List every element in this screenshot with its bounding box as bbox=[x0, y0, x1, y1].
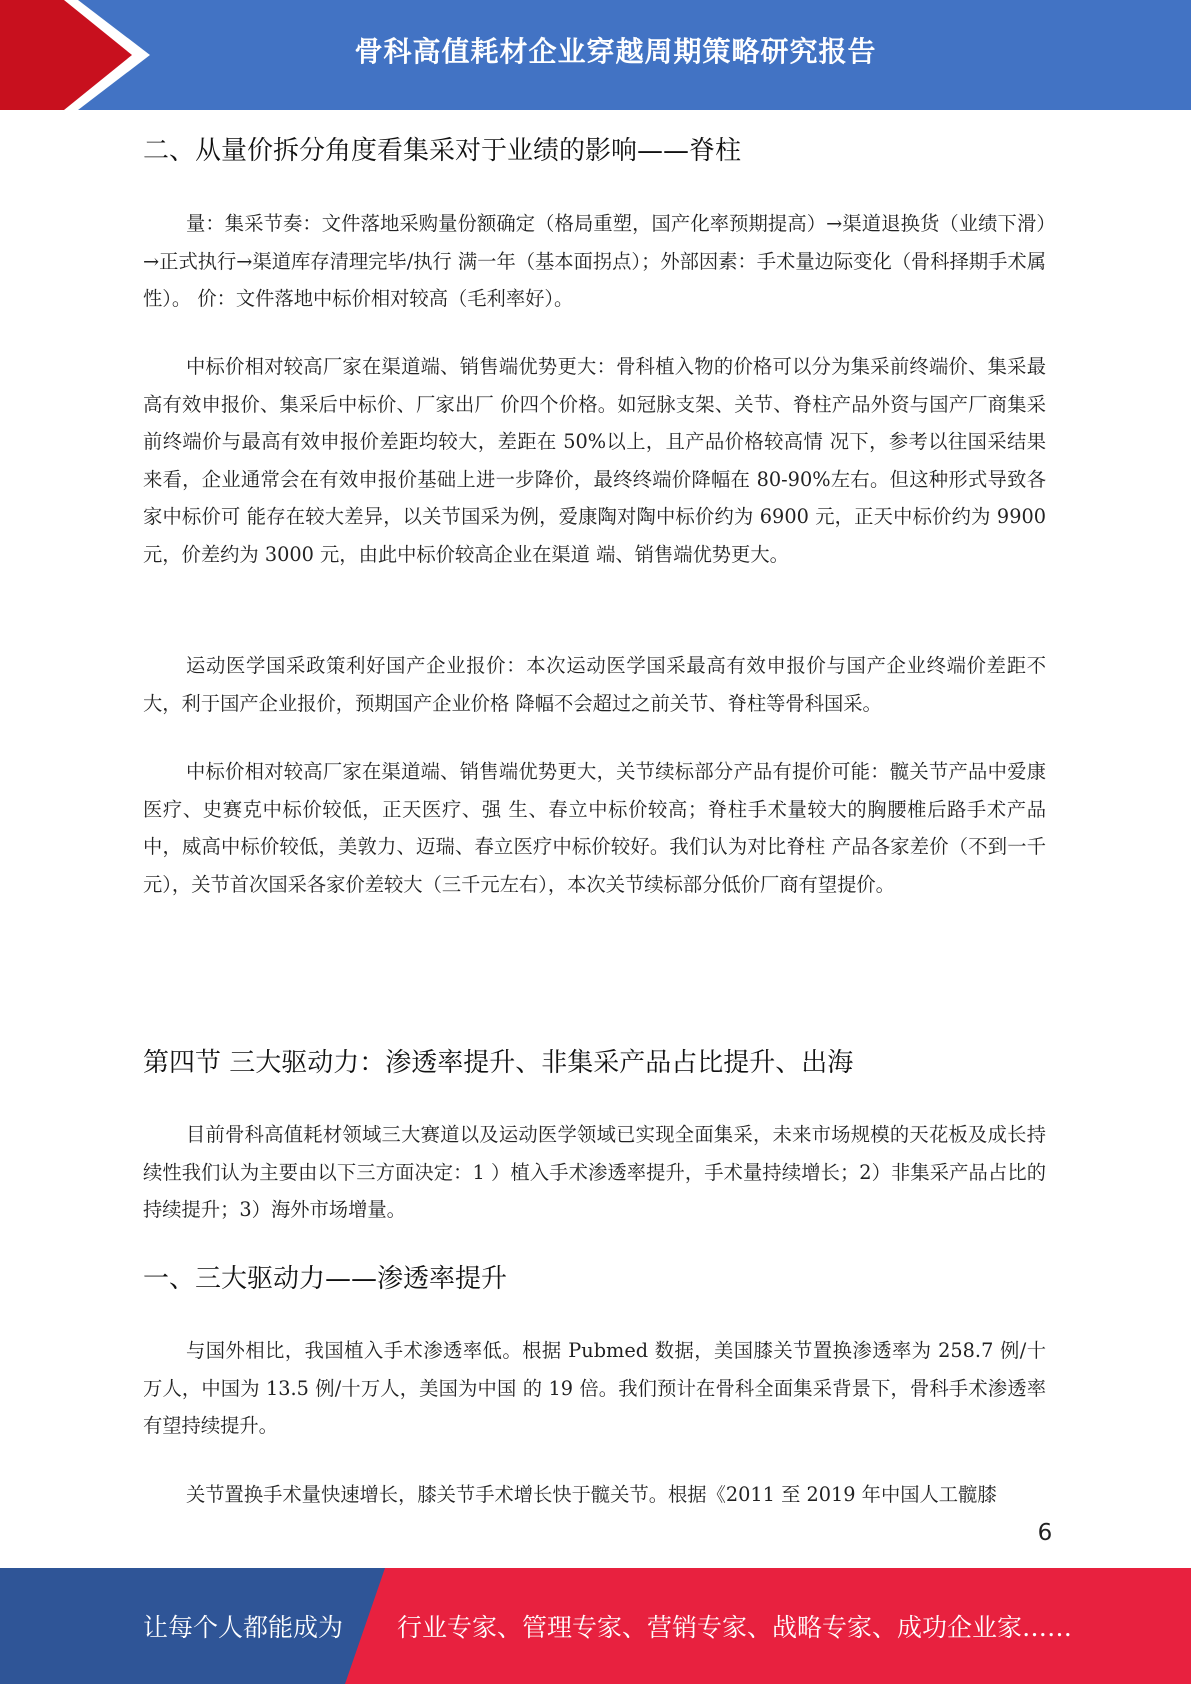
page-number: 6 bbox=[1037, 1520, 1053, 1546]
paragraph-bid-price-advantage: 中标价相对较高厂家在渠道端、销售端优势更大：骨科植入物的价格可以分为集采前终端价、集采最高有效申报价、集采后中标价、厂家出厂 价四个价格。如冠脉支架、关节、脊柱产品外资与国产厂商集采前终端价与最高有效申报价差距均较大，差距在 50%以上，且产品价格较高情 况下，参考以往国采结果来看，企业通常会在有效申报价基础上进一步降价，最终终端价降幅在 80-90%左右。但这种形式导致各家中标价可 能存在较大差异，以关节国采为例，爱康陶对陶中标价约为 6900 元，正天中标价约为 9900 元，价差约为 3000 元，由此中标价较高企业在渠道 端、销售端优势更大。 bbox=[143, 355, 1046, 566]
heading-spine: 二、从量价拆分角度看集采对于业绩的影响——脊柱 bbox=[143, 136, 742, 166]
paragraph-joint-replacement: 关节置换手术量快速增长，膝关节手术增长快于髋关节。根据《2011 至 2019 年中国人工髋膝 bbox=[186, 1483, 997, 1506]
page-header bbox=[0, 0, 1191, 110]
paragraph-volume-price: 量：集采节奏：文件落地采购量份额确定（格局重塑，国产化率预期提高）→渠道退换货（业绩下滑）→正式执行→渠道库存清理完毕/执行 满一年（基本面拐点）；外部因素：手术量边际变化（骨科择期手术属性）。 价：文件落地中标价相对较高（毛利率好）。 bbox=[143, 212, 1046, 311]
heading-section-four: 第四节 三大驱动力：渗透率提升、非集采产品占比提升、出海 bbox=[143, 1048, 854, 1078]
paragraph-three-drivers: 目前骨科高值耗材领域三大赛道以及运动医学领域已实现全面集采，未来市场规模的天花板及成长持续性我们认为主要由以下三方面决定：1 ）植入手术渗透率提升，手术量持续增长；2）非集采产品占比的持续提升；3）海外市场增量。 bbox=[143, 1123, 1046, 1222]
paragraph-sports-medicine: 运动医学国采政策利好国产企业报价：本次运动医学国采最高有效申报价与国产企业终端价差距不大，利于国产企业报价，预期国产企业价格 降幅不会超过之前关节、脊柱等骨科国采。 bbox=[143, 654, 1046, 715]
heading-penetration: 一、三大驱动力——渗透率提升 bbox=[143, 1264, 508, 1294]
paragraph-penetration-rate: 与国外相比，我国植入手术渗透率低。根据 Pubmed 数据，美国膝关节置换渗透率为 258.7 例/十万人，中国为 13.5 例/十万人，美国为中国 的 19 倍。我们预计在骨科全面集采背景下，骨科手术渗透率有望持续提升。 bbox=[143, 1339, 1046, 1438]
footer-slogan-left: 让每个人都能成为 bbox=[143, 1613, 344, 1642]
report-title: 骨科高值耗材企业穿越周期策略研究报告 bbox=[354, 35, 877, 68]
page-footer bbox=[0, 1568, 1191, 1684]
footer-slogan-right: 行业专家、管理专家、营销专家、战略专家、成功企业家…… bbox=[397, 1613, 1073, 1642]
paragraph-joint-renewal: 中标价相对较高厂家在渠道端、销售端优势更大，关节续标部分产品有提价可能：髋关节产品中爱康医疗、史赛克中标价较低，正天医疗、强 生、春立中标价较高；脊柱手术量较大的胸腰椎后路手术产品中，威高中标价较低，美敦力、迈瑞、春立医疗中标价较好。我们认为对比脊柱 产品各家差价（不到一千元），关节首次国采各家价差较大（三千元左右），本次关节续标部分低价厂商有望提价。 bbox=[143, 760, 1046, 896]
